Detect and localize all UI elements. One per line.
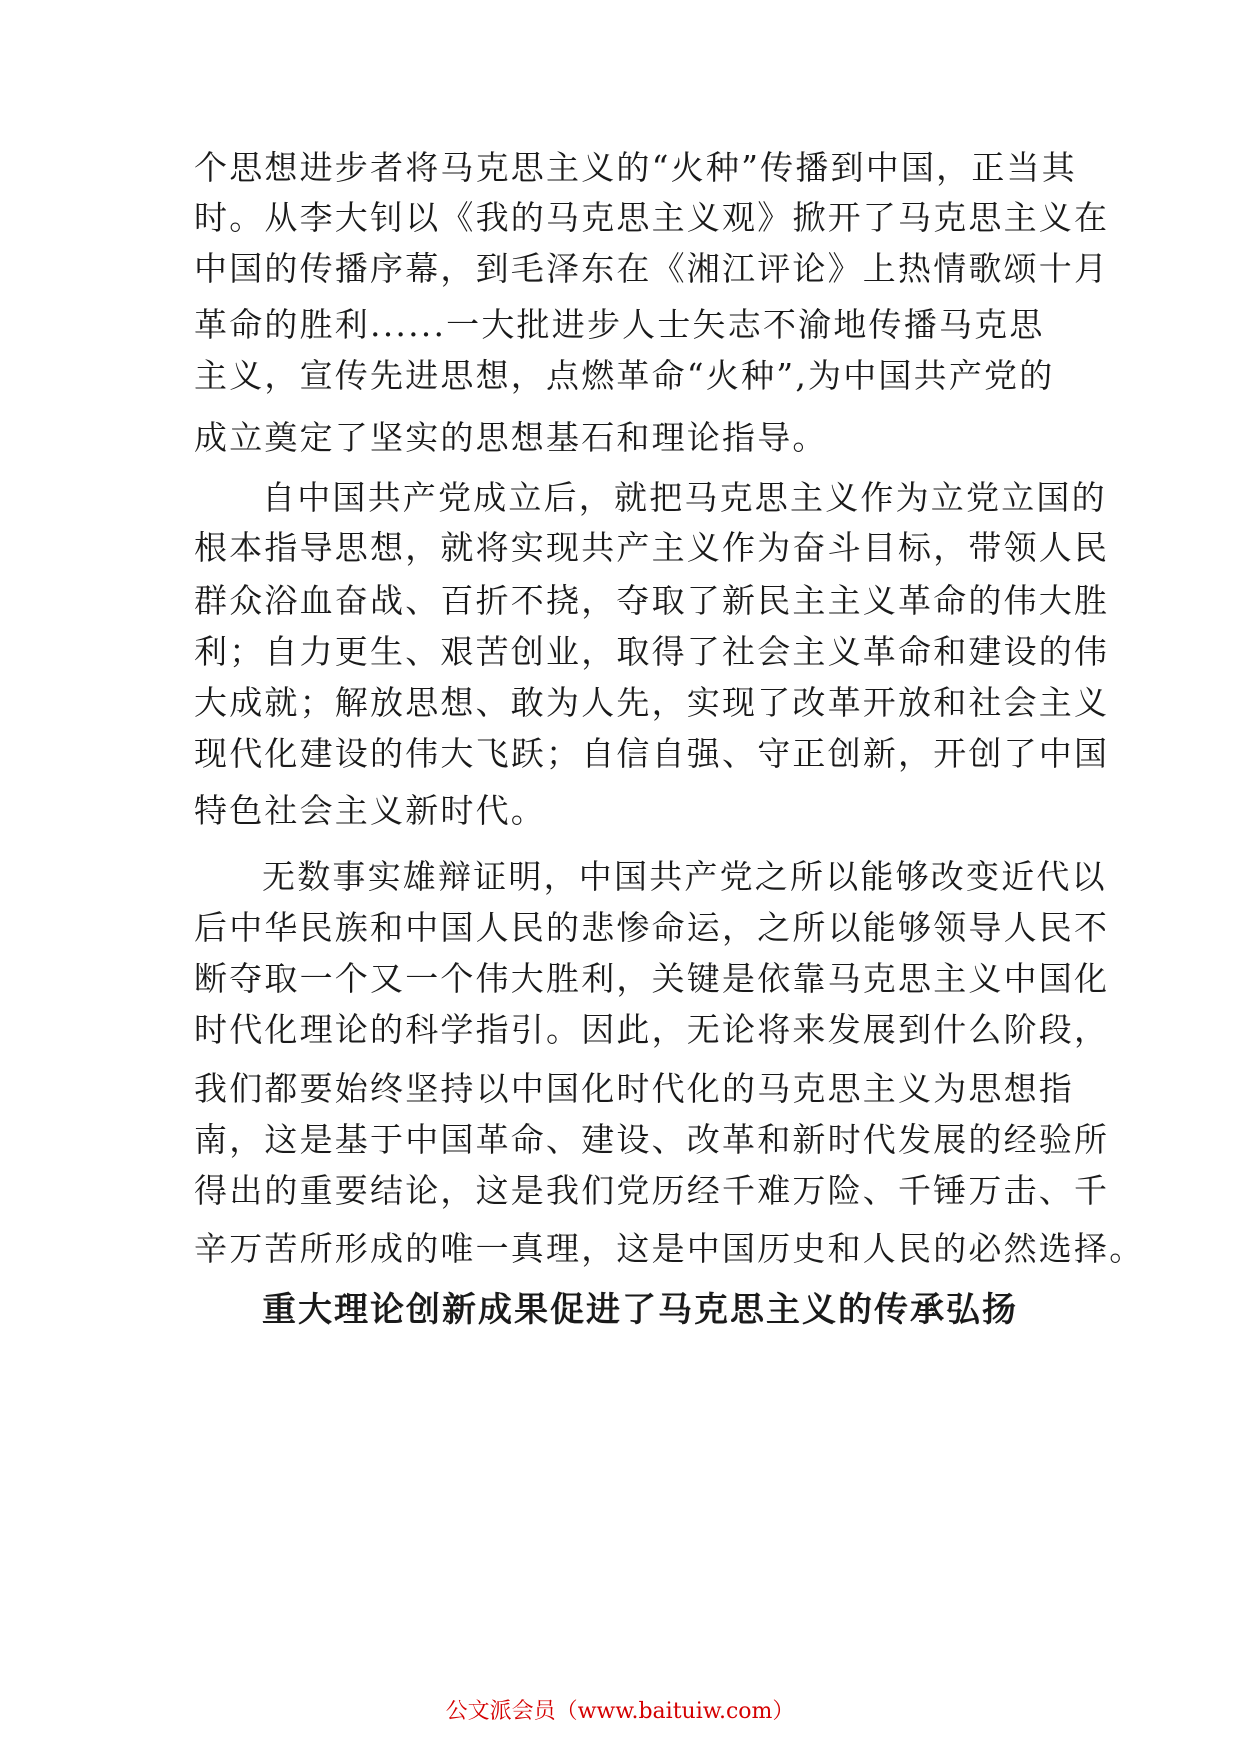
body-text-line: 辛万苦所形成的唯一真理，这是中国历史和人民的必然选择。 — [194, 1229, 1145, 1268]
body-text-line: 时代化理论的科学指引。因此，无论将来发展到什么阶段， — [194, 1010, 1110, 1049]
body-text-line: 南，这是基于中国革命、建设、改革和新时代发展的经验所 — [194, 1120, 1110, 1159]
body-text-line: 时。从李大钊以《我的马克思主义观》掀开了马克思主义在 — [194, 198, 1110, 237]
paragraph-first-line: 无数事实雄辩证明，中国共产党之所以能够改变近代以 — [262, 857, 1107, 896]
body-text-line: 特色社会主义新时代。 — [194, 791, 546, 830]
body-text-line: 根本指导思想，就将实现共产主义作为奋斗目标，带领人民 — [194, 528, 1110, 567]
body-text-line: 后中华民族和中国人民的悲惨命运，之所以能够领导人民不 — [194, 908, 1110, 947]
body-text-line: 群众浴血奋战、百折不挠，夺取了新民主主义革命的伟大胜 — [194, 581, 1110, 620]
body-text-line: 中国的传播序幕，到毛泽东在《湘江评论》上热情歌颂十月 — [194, 249, 1110, 288]
body-text-line: 利；自力更生、艰苦创业，取得了社会主义革命和建设的伟 — [194, 632, 1110, 671]
body-text-line: 大成就；解放思想、敢为人先，实现了改革开放和社会主义 — [194, 683, 1110, 722]
footer-watermark-link[interactable]: 公文派会员（www.baituiw.com） — [445, 1699, 795, 1724]
section-heading: 重大理论创新成果促进了马克思主义的传承弘扬 — [262, 1290, 1018, 1330]
body-text-line: 断夺取一个又一个伟大胜利，关键是依靠马克思主义中国化 — [194, 959, 1110, 998]
body-text-line: 成立奠定了坚实的思想基石和理论指导。 — [194, 418, 828, 457]
body-text-line: 主义，宣传先进思想，点燃革命“火种”,为中国共产党的 — [194, 356, 1055, 395]
body-text-line: 现代化建设的伟大飞跃；自信自强、守正创新，开创了中国 — [194, 734, 1110, 773]
body-text-line: 个思想进步者将马克思主义的“火种”传播到中国，正当其 — [194, 148, 1077, 187]
paragraph-first-line: 自中国共产党成立后，就把马克思主义作为立党立国的 — [262, 478, 1107, 517]
body-text-line: 我们都要始终坚持以中国化时代化的马克思主义为思想指 — [194, 1069, 1074, 1108]
body-text-line: 革命的胜利......一大批进步人士矢志不渝地传播马克思 — [194, 305, 1045, 344]
body-text-line: 得出的重要结论，这是我们党历经千难万险、千锤万击、千 — [194, 1171, 1110, 1210]
